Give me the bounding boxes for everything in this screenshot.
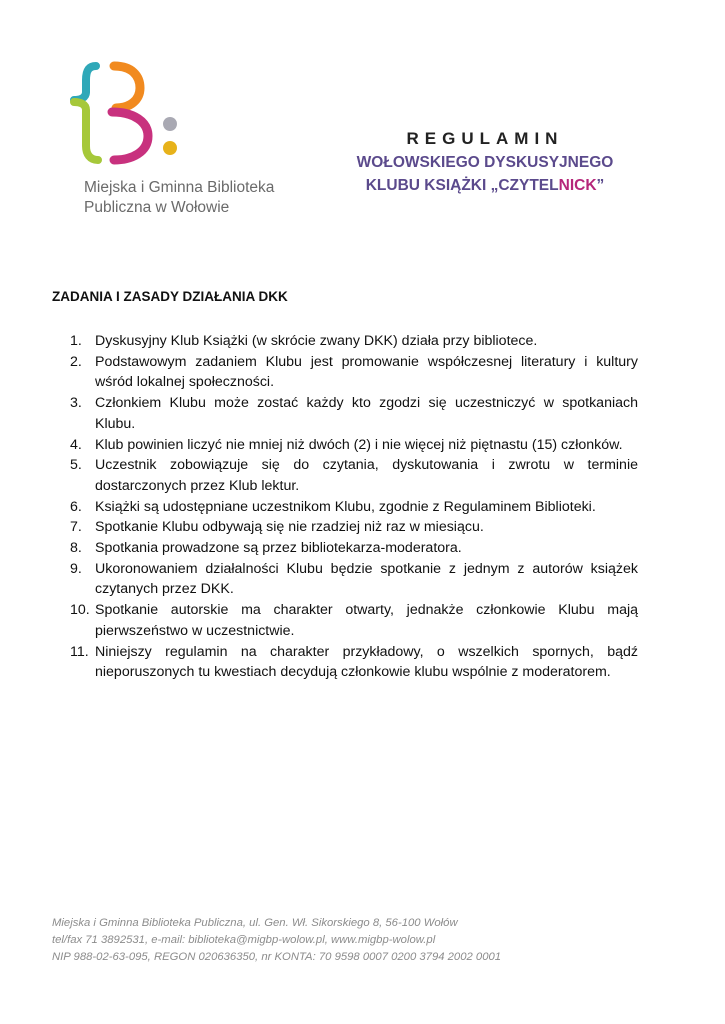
logo-line-1: Miejska i Gminna Biblioteka — [84, 179, 275, 196]
rule-text: Podstawowym zadaniem Klubu jest promowanie współczesnej literatury i kultury wśród lokalnej społeczności. — [95, 353, 638, 391]
rule-item — [70, 455, 638, 496]
rule-number: 2. — [70, 353, 82, 370]
footer-registry: NIP 988-02-63-095, REGON 020636350, nr KONTA: 70 9598 0007 0200 3794 2002 0001 — [52, 950, 502, 963]
document-title — [320, 127, 650, 197]
rule-text: Klub powinien liczyć nie mniej niż dwóch (2) i nie więcej niż piętnastu (15) członków. — [95, 436, 623, 453]
rule-number: 10. — [70, 602, 90, 619]
rule-number: 1. — [70, 333, 82, 349]
title-line-2-prefix: KLUBU KSIĄŻKI „CZYTEL — [365, 177, 559, 194]
rule-item — [70, 642, 638, 683]
rule-text: Niniejszy regulamin na charakter przykładowy, o wszelkich spornych, bądź nieporuszonych tu kwestiach decydują członkowie klubu wspólnie z moderatorem. — [95, 643, 638, 681]
section-heading: ZADANIA I ZASADY DZIAŁANIA DKK — [52, 289, 288, 304]
title-line-2-accent: NICK — [558, 177, 597, 194]
rule-item — [70, 331, 638, 352]
title-line-2-suffix: ” — [596, 177, 605, 194]
rule-number: 5. — [70, 457, 82, 474]
rule-text: Książki są udostępniane uczestnikom Klubu, zgodnie z Regulaminem Biblioteki. — [95, 498, 596, 515]
rule-item — [70, 559, 638, 600]
rule-item — [70, 352, 638, 393]
rule-item — [70, 393, 638, 434]
rule-number: 3. — [70, 395, 82, 412]
rule-item — [70, 600, 638, 641]
title-regulamin: REGULAMIN — [406, 129, 564, 148]
rules-list — [70, 331, 638, 683]
rule-text: Spotkanie autorskie ma charakter otwarty, jednakże członkowie Klubu mają pierwszeństwo w uczestnictwie. — [95, 602, 638, 639]
title-line-2 — [320, 174, 650, 197]
logo-line-2: Publiczna w Wołowie — [84, 199, 230, 216]
rule-text: Członkiem Klubu może zostać każdy kto zgodzi się uczestniczyć w spotkaniach Klubu. — [95, 395, 638, 432]
rule-text: Dyskusyjny Klub Książki (w skrócie zwany DKK) działa przy bibliotece. — [95, 333, 538, 349]
footer-contact: tel/fax 71 3892531, e-mail: biblioteka@migbp-wolow.pl, www.migbp-wolow.pl — [52, 933, 436, 946]
rule-item — [70, 517, 638, 538]
library-logo-icon — [66, 58, 186, 168]
rule-number: 11. — [70, 643, 89, 660]
rule-item — [70, 435, 638, 456]
footer — [52, 915, 501, 965]
rule-item — [70, 538, 638, 559]
title-line-1: WOŁOWSKIEGO DYSKUSYJNEGO — [356, 154, 614, 171]
rule-item — [70, 497, 638, 518]
rule-number: 4. — [70, 436, 82, 453]
rule-number: 7. — [70, 519, 82, 536]
rule-number: 8. — [70, 540, 82, 557]
rule-number: 9. — [70, 560, 82, 577]
footer-address: Miejska i Gminna Biblioteka Publiczna, ul. Gen. Wł. Sikorskiego 8, 56-100 Wołów — [52, 917, 458, 929]
rule-text: Ukoronowaniem działalności Klubu będzie spotkanie z jednym z autorów książek czytanych przez DKK. — [95, 560, 638, 598]
rule-text: Spotkania prowadzone są przez bibliotekarza-moderatora. — [95, 540, 462, 557]
library-logo — [66, 58, 306, 228]
rule-text: Spotkanie Klubu odbywają się nie rzadziej niż raz w miesiącu. — [95, 519, 484, 536]
rule-number: 6. — [70, 498, 82, 515]
rule-text: Uczestnik zobowiązuje się do czytania, dyskutowania i zwrotu w terminie dostarczonych przez Klub lektur. — [95, 457, 638, 494]
